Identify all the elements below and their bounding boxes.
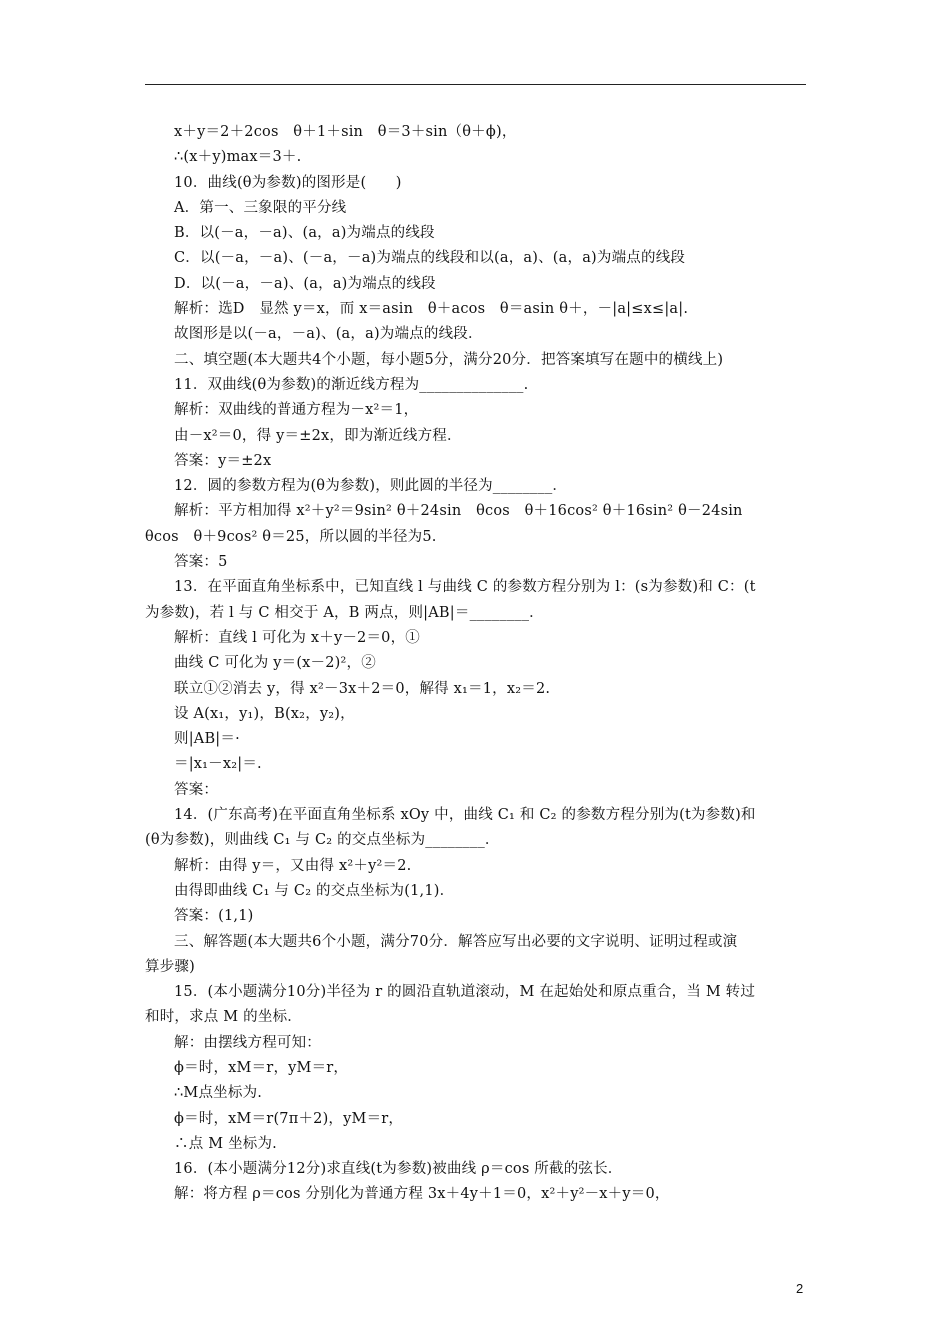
text-line: 答案：(1,1): [174, 908, 254, 925]
text-line: 10．曲线(θ为参数)的图形是( ): [174, 174, 402, 191]
text-line: 为参数)，若 l 与 C 相交于 A，B 两点，则|AB|＝________．: [145, 604, 544, 621]
text-line: 16．(本小题满分12分)求直线(t为参数)被曲线 ρ＝cos 所截的弦长．: [174, 1161, 623, 1178]
text-line: 则|AB|＝·: [174, 731, 240, 748]
text-line: 答案：y＝±2x: [174, 452, 272, 469]
text-line: 答案：: [174, 781, 219, 798]
text-line: B．以(－a，－a)、(a，a)为端点的线段: [174, 225, 435, 242]
text-line: 解析：直线 l 可化为 x＋y－2＝0，①: [174, 629, 420, 646]
text-line: A．第一、三象限的平分线: [174, 199, 347, 216]
text-line: ϕ＝时，xM＝r，yM＝r，: [174, 1059, 349, 1076]
page-number: 2: [796, 1281, 804, 1296]
text-line: 联立①②消去 y，得 x²－3x＋2＝0，解得 x₁＝1，x₂＝2.: [174, 680, 551, 697]
text-line: 解析：选D 显然 y＝x，而 x＝asin θ＋acos θ＝asin θ＋，－|a|≤x≤|a|.: [174, 301, 689, 318]
text-line: 设 A(x₁，y₁)，B(x₂，y₂)，: [174, 705, 355, 722]
text-line: θcos θ＋9cos² θ＝25，所以圆的半径为5.: [145, 528, 437, 545]
text-line: ∴M点坐标为.: [174, 1085, 263, 1102]
header-rule: [145, 84, 806, 85]
text-line: C．以(－a，－a)、(－a，－a)为端点的线段和以(a，a)、(a，a)为端点的线段: [174, 250, 686, 267]
text-line: 故图形是以(－a，－a)、(a，a)为端点的线段．: [174, 326, 483, 343]
text-line: ＝|x₁－x₂|＝.: [174, 756, 262, 773]
text-line: 由得即曲线 C₁ 与 C₂ 的交点坐标为(1,1)．: [174, 882, 455, 899]
document-body: [145, 120, 810, 1208]
text-line: ∴点 M 坐标为.: [174, 1135, 277, 1152]
text-line: 答案：5: [174, 554, 228, 571]
text-line: 12．圆的参数方程为(θ为参数)，则此圆的半径为________．: [174, 478, 568, 495]
text-line: 算步骤): [145, 958, 195, 975]
text-line: 三、解答题(本大题共6个小题，满分70分．解答应写出必要的文字说明、证明过程或演: [174, 933, 738, 950]
text-line: 11．双曲线(θ为参数)的渐近线方程为______________.: [174, 376, 529, 393]
text-line: 和时，求点 M 的坐标．: [145, 1009, 302, 1026]
text-line: 二、填空题(本大题共4个小题，每小题5分，满分20分．把答案填写在题中的横线上): [174, 351, 724, 368]
text-line: 解析：平方相加得 x²＋y²＝9sin² θ＋24sin θcos θ＋16cos² θ＋16sin² θ－24sin: [174, 503, 743, 520]
text-line: 解：由摆线方程可知：: [174, 1034, 321, 1051]
text-line: D．以(－a，－a)、(a，a)为端点的线段: [174, 275, 436, 292]
text-line: (θ为参数)，则曲线 C₁ 与 C₂ 的交点坐标为________．: [145, 832, 500, 849]
text-line: 解析：由得 y＝，又由得 x²＋y²＝2.: [174, 857, 412, 874]
text-line: 曲线 C 可化为 y＝(x－2)²，②: [174, 655, 376, 672]
text-line: 15．(本小题满分10分)半径为 r 的圆沿直轨道滚动，M 在起始处和原点重合，当 M 转过: [174, 984, 756, 1001]
text-line: ∴(x＋y)max＝3＋.: [174, 149, 302, 166]
text-line: 解析：双曲线的普通方程为－x²＝1，: [174, 402, 419, 419]
text-line: x＋y＝2＋2cos θ＋1＋sin θ＝3＋sin（θ＋ϕ)，: [174, 124, 517, 140]
text-line: 由－x²＝0，得 y＝±2x，即为渐近线方程．: [174, 427, 462, 444]
text-line: 14．(广东高考)在平面直角坐标系 xOy 中，曲线 C₁ 和 C₂ 的参数方程分别为(t为参数)和: [174, 807, 756, 824]
text-line: ϕ＝时，xM＝r(7π＋2)，yM＝r，: [174, 1110, 404, 1127]
text-line: 解：将方程 ρ＝cos 分别化为普通方程 3x＋4y＋1＝0，x²＋y²－x＋y＝0，: [174, 1186, 670, 1203]
text-line: 13．在平面直角坐标系中，已知直线 l 与曲线 C 的参数方程分别为 l：(s为参数)和 C：(t: [174, 579, 756, 596]
